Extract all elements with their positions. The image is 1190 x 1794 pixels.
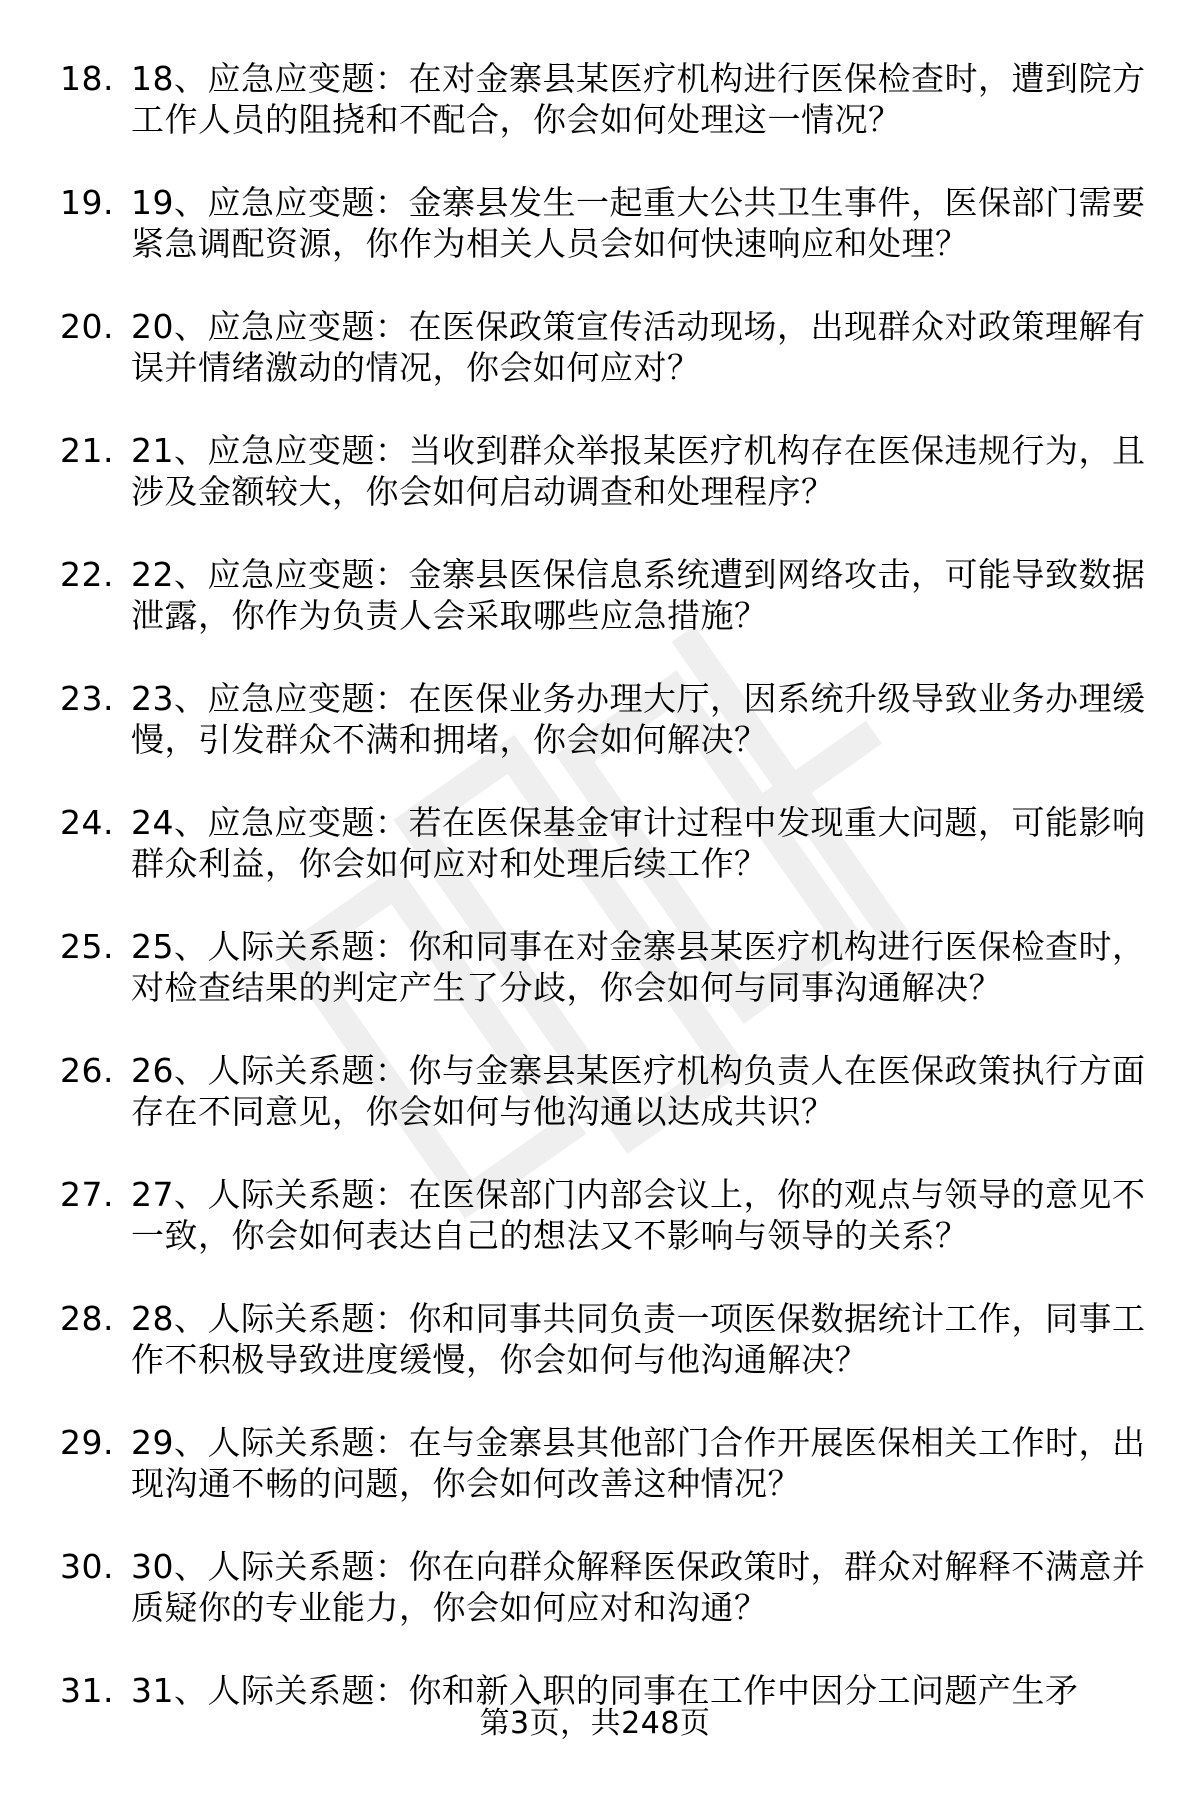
list-item <box>0 182 1190 306</box>
question-text: 26、人际关系题：你与金寨县某医疗机构负责人在医保政策执行方面存在不同意见，你会如何与他沟通以达成共识？ <box>131 1051 1146 1131</box>
question-text: 25、人际关系题：你和同事在对金寨县某医疗机构进行医保检查时，对检查结果的判定产生了分歧，你会如何与同事沟通解决？ <box>131 927 1146 1007</box>
question-text: 21、应急应变题：当收到群众举报某医疗机构存在医保违规行为，且涉及金额较大，你会如何启动调查和处理程序？ <box>131 431 1146 511</box>
list-item <box>0 1174 1190 1298</box>
question-number: 26. <box>60 1051 114 1090</box>
question-number: 28. <box>60 1299 114 1338</box>
list-item <box>0 1298 1190 1422</box>
question-number: 30. <box>60 1547 114 1586</box>
list-item <box>0 678 1190 802</box>
question-number: 20. <box>60 307 114 346</box>
question-text: 22、应急应变题：金寨县医保信息系统遭到网络攻击，可能导致数据泄露，你作为负责人会采取哪些应急措施？ <box>131 555 1146 635</box>
question-text: 28、人际关系题：你和同事共同负责一项医保数据统计工作，同事工作不积极导致进度缓慢，你会如何与他沟通解决？ <box>131 1299 1146 1379</box>
list-item <box>0 926 1190 1050</box>
question-number: 25. <box>60 927 114 966</box>
list-item <box>0 58 1190 182</box>
question-text: 30、人际关系题：你在向群众解释医保政策时，群众对解释不满意并质疑你的专业能力，你会如何应对和沟通？ <box>131 1547 1146 1627</box>
question-number: 31. <box>60 1671 114 1710</box>
list-item <box>0 802 1190 926</box>
question-number: 19. <box>60 183 114 222</box>
question-text: 20、应急应变题：在医保政策宣传活动现场，出现群众对政策理解有误并情绪激动的情况，你会如何应对？ <box>131 307 1146 387</box>
question-number: 18. <box>60 59 114 98</box>
question-text: 18、应急应变题：在对金寨县某医疗机构进行医保检查时，遭到院方工作人员的阻挠和不配合，你会如何处理这一情况？ <box>131 59 1146 139</box>
page-footer: 第3页，共248页 <box>479 1706 711 1741</box>
list-item <box>0 554 1190 678</box>
question-text: 19、应急应变题：金寨县发生一起重大公共卫生事件，医保部门需要紧急调配资源，你作为相关人员会如何快速响应和处理？ <box>131 183 1146 263</box>
question-text: 23、应急应变题：在医保业务办理大厅，因系统升级导致业务办理缓慢，引发群众不满和拥堵，你会如何解决？ <box>131 679 1146 759</box>
list-item <box>0 1546 1190 1670</box>
list-item <box>0 1050 1190 1174</box>
question-text: 29、人际关系题：在与金寨县其他部门合作开展医保相关工作时，出现沟通不畅的问题，你会如何改善这种情况？ <box>131 1423 1146 1503</box>
question-number: 24. <box>60 803 114 842</box>
question-text: 24、应急应变题：若在医保基金审计过程中发现重大问题，可能影响群众利益，你会如何应对和处理后续工作？ <box>131 803 1146 883</box>
question-number: 27. <box>60 1175 114 1214</box>
list-item <box>0 306 1190 430</box>
list-item <box>0 1422 1190 1546</box>
question-text: 27、人际关系题：在医保部门内部会议上，你的观点与领导的意见不一致，你会如何表达自己的想法又不影响与领导的关系？ <box>131 1175 1146 1255</box>
question-text: 31、人际关系题：你和新入职的同事在工作中因分工问题产生矛 <box>131 1671 1079 1710</box>
question-number: 22. <box>60 555 114 594</box>
list-item <box>0 430 1190 554</box>
question-number: 23. <box>60 679 114 718</box>
question-number: 21. <box>60 431 114 470</box>
question-list <box>0 58 1190 1794</box>
question-number: 29. <box>60 1423 114 1462</box>
